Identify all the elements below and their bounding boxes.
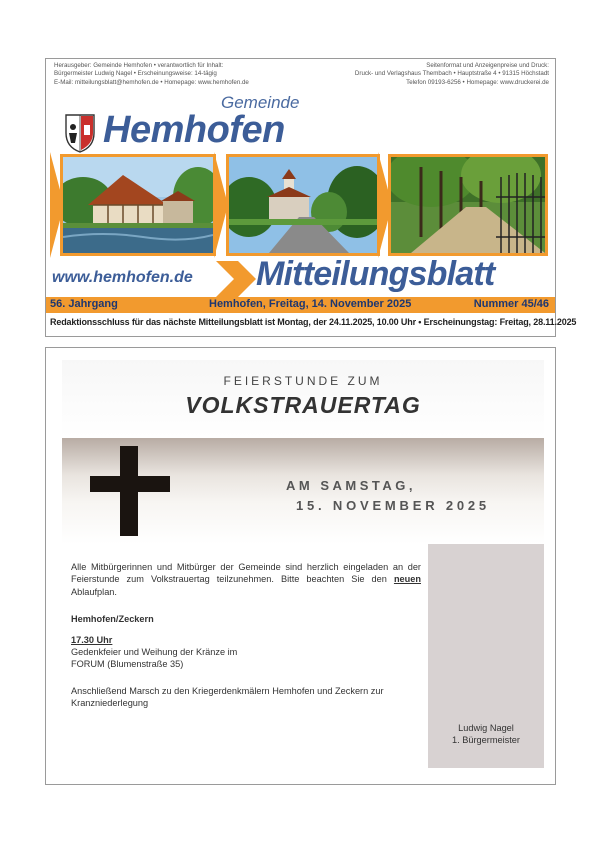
imprint-line: Bürgermeister Ludwig Nagel • Erscheinungsweise: 14-tägig bbox=[54, 70, 217, 78]
imprint-right bbox=[355, 62, 549, 87]
imprint-line: Herausgeber: Gemeinde Hemhofen • verantwortlich für Inhalt: bbox=[54, 62, 224, 69]
intro-emphasis: neuen bbox=[393, 574, 421, 585]
event-time: 17.30 Uhr bbox=[71, 635, 113, 645]
town-name: Hemhofen bbox=[103, 109, 285, 151]
issue-info-bar bbox=[46, 297, 555, 313]
signature-title: 1. Bürgermeister bbox=[452, 735, 520, 745]
imprint-line: Druck- und Verlagshaus Thembach • Hauptstraße 4 • 91315 Höchstadt bbox=[354, 70, 549, 78]
event-flyer bbox=[45, 347, 556, 785]
intro-text-end: Ablaufplan. bbox=[71, 586, 117, 597]
imprint-left bbox=[54, 62, 249, 87]
paper-title: Mitteilungsblatt bbox=[256, 255, 495, 293]
program-item: Gedenkfeier und Weihung der Kränze im bbox=[71, 647, 238, 657]
event-title: VOLKSTRAUERTAG bbox=[185, 392, 421, 418]
event-kicker: FEIERSTUNDE ZUM bbox=[223, 374, 383, 388]
editorial-deadline: Redaktionsschluss für das nächste Mitteilungsblatt ist Montag, der 24.11.2025, 10.00 Uhr • Erscheinungstag: Freitag, 28.11.2025 bbox=[50, 317, 577, 327]
coat-of-arms-icon bbox=[64, 113, 96, 153]
event-date-line2: 15. NOVEMBER 2025 bbox=[296, 498, 490, 513]
cross-icon bbox=[90, 446, 170, 536]
invitation-text bbox=[71, 561, 421, 598]
event-date-line1: AM SAMSTAG, bbox=[286, 478, 416, 493]
chevron-decoration bbox=[216, 261, 256, 297]
website-link[interactable]: www.hemhofen.de bbox=[52, 269, 193, 286]
masthead bbox=[45, 58, 577, 337]
photo-cemetery-alley bbox=[388, 154, 548, 256]
program-followup: Anschließend Marsch zu den Kriegerdenkmälern Hemhofen und Zeckern zur Kranzniederlegung bbox=[71, 686, 384, 709]
imprint-line: E-Mail: mitteilungsblatt@hemhofen.de • Homepage: www.hemhofen.de bbox=[54, 78, 249, 86]
photo-farmhouse bbox=[60, 154, 216, 256]
intro-text: Alle Mitbürgerinnen und Mitbürger der Gemeinde sind herzlich eingeladen an der Feierstunde zum Volkstrauertag teilzunehmen. Bitte beachten Sie den bbox=[71, 562, 421, 585]
gemeinde-label: Gemeinde bbox=[221, 93, 300, 112]
imprint-line: Telefon 09193-6256 • Homepage: www.druckerei.de bbox=[406, 78, 549, 86]
photo-village-street bbox=[226, 154, 380, 256]
issue-number: Nummer 45/46 bbox=[473, 298, 549, 310]
volume: 56. Jahrgang bbox=[50, 298, 118, 310]
program-item: FORUM (Blumenstraße 35) bbox=[71, 659, 184, 669]
issue-date: Hemhofen, Freitag, 14. November 2025 bbox=[209, 298, 412, 310]
imprint-line: Seitenformat und Anzeigenpreise und Druck: bbox=[426, 62, 549, 69]
signature-name: Ludwig Nagel bbox=[458, 723, 514, 733]
event-location: Hemhofen/Zeckern bbox=[71, 614, 154, 624]
